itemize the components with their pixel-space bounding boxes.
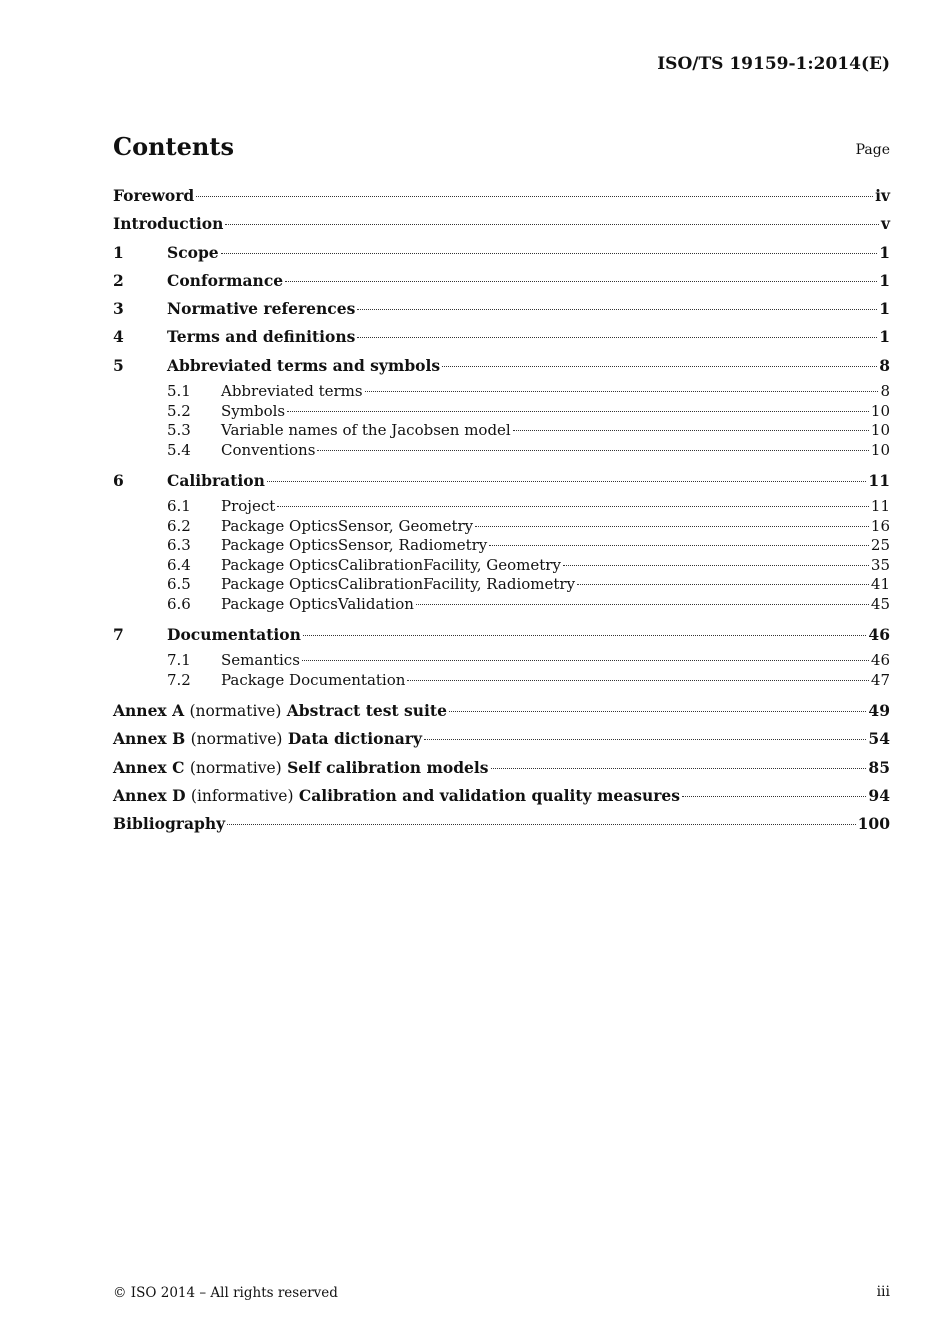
toc-entry-number: 6.2 <box>167 516 191 535</box>
toc-entry[interactable] <box>113 651 890 671</box>
toc-entry-label: Calibration <box>167 470 265 490</box>
toc-entry-page: 1 <box>879 299 890 319</box>
toc-entry-page: 49 <box>868 701 890 721</box>
toc-entry[interactable] <box>113 671 890 699</box>
annex-id: Annex C <box>113 757 185 777</box>
toc-entry-page: 35 <box>870 555 890 574</box>
toc-entry-page: 11 <box>868 470 890 490</box>
dot-leader <box>682 796 866 797</box>
toc-entry-label: Project <box>221 497 276 516</box>
dot-leader <box>196 196 873 197</box>
dot-leader <box>407 680 868 681</box>
toc-entry-label: Package OpticsValidation <box>221 594 414 613</box>
toc-entry-label: Self calibration models <box>287 757 489 777</box>
dot-leader <box>277 506 869 507</box>
toc-entry[interactable] <box>113 699 890 727</box>
toc-entry[interactable] <box>113 727 890 755</box>
toc-entry-number: 7 <box>113 624 124 644</box>
toc-entry-page: 10 <box>870 440 890 459</box>
toc-entry-label: Package OpticsSensor, Geometry <box>221 516 474 535</box>
dot-leader <box>563 565 869 566</box>
annex-qualifier: (normative) <box>189 702 282 721</box>
dot-leader <box>416 604 869 605</box>
toc-entry[interactable] <box>113 623 890 651</box>
toc-entry[interactable] <box>113 382 890 402</box>
toc-entry-number: 5 <box>113 355 124 375</box>
toc-entry-number: 6.6 <box>167 594 191 613</box>
toc-entry[interactable] <box>113 402 890 422</box>
toc-entry-page: 10 <box>870 421 890 440</box>
dot-leader <box>303 635 867 636</box>
toc-entry-label: Calibration and validation quality measures <box>298 785 681 805</box>
toc-entry-label: Documentation <box>167 624 301 644</box>
toc-entry-page: 11 <box>870 497 890 516</box>
document-id: ISO/TS 19159-1:2014(E) <box>657 54 890 74</box>
toc-entry[interactable] <box>113 184 890 212</box>
dot-leader <box>365 391 879 392</box>
toc-entry-label: Terms and definitions <box>167 327 356 347</box>
dot-leader <box>577 584 869 585</box>
toc-entry-number: 5.3 <box>167 421 191 440</box>
dot-leader <box>491 768 867 769</box>
toc-entry-number: 7.1 <box>167 651 191 670</box>
toc-entry-page: 8 <box>879 355 890 375</box>
toc-entry[interactable] <box>113 756 890 784</box>
dot-leader <box>227 824 856 825</box>
dot-leader <box>357 337 877 338</box>
annex-qualifier: (normative) <box>190 730 283 749</box>
toc-entry-number: 7.2 <box>167 670 191 689</box>
toc-entry[interactable] <box>113 241 890 269</box>
toc-entry-label: Package OpticsCalibrationFacility, Geometry <box>221 555 561 574</box>
toc-entry[interactable] <box>113 784 890 812</box>
toc-entry[interactable] <box>113 536 890 556</box>
dot-leader <box>317 450 869 451</box>
toc-entry-page: 8 <box>880 382 890 401</box>
copyright-notice: © ISO 2014 – All rights reserved <box>113 1285 338 1301</box>
toc-entry-page: 10 <box>870 401 890 420</box>
toc-entry[interactable] <box>113 212 890 240</box>
dot-leader <box>225 224 879 225</box>
toc-entry-number: 6.4 <box>167 555 191 574</box>
toc-entry[interactable] <box>113 517 890 537</box>
toc-entry-page: 41 <box>870 575 890 594</box>
toc-entry-page: iv <box>875 186 890 205</box>
toc-entry-label: Scope <box>167 242 219 262</box>
toc-entry-number: 6.3 <box>167 536 191 555</box>
annex-id: Annex B <box>113 729 186 749</box>
annex-id: Annex A <box>113 701 185 721</box>
toc-entry-label: Semantics <box>221 651 300 670</box>
toc-entry-number: 2 <box>113 270 124 290</box>
toc-entry-number: 4 <box>113 327 124 347</box>
toc-entry-page: 47 <box>870 670 890 689</box>
dot-leader <box>475 526 869 527</box>
table-of-contents <box>113 184 890 841</box>
toc-entry-page: 85 <box>868 757 890 777</box>
toc-entry-number: 1 <box>113 242 124 262</box>
dot-leader <box>442 366 877 367</box>
toc-entry-page: 94 <box>868 785 890 805</box>
toc-entry-label: Variable names of the Jacobsen model <box>221 421 511 440</box>
toc-entry-number: 6 <box>113 470 124 490</box>
toc-entry-number: 5.1 <box>167 382 191 401</box>
toc-entry[interactable] <box>113 575 890 595</box>
toc-entry[interactable] <box>113 497 890 517</box>
dot-leader <box>357 309 877 310</box>
toc-entry-page: v <box>880 214 890 234</box>
toc-entry-label: Package OpticsSensor, Radiometry <box>221 536 488 555</box>
dot-leader <box>267 481 867 482</box>
toc-entry-page: 1 <box>879 242 890 262</box>
dot-leader <box>285 281 877 282</box>
dot-leader <box>513 430 869 431</box>
toc-entry-number: 5.2 <box>167 401 191 420</box>
page-title: Contents <box>113 132 234 161</box>
toc-entry-page: 100 <box>857 814 890 834</box>
toc-entry-label: Foreword <box>113 186 195 205</box>
toc-entry-page: 46 <box>870 651 890 670</box>
toc-entry[interactable] <box>113 297 890 325</box>
toc-entry-label: Abbreviated terms <box>221 382 363 401</box>
toc-entry-number: 6.1 <box>167 497 191 516</box>
toc-entry-label: Data dictionary <box>287 729 422 749</box>
toc-entry-label: Package OpticsCalibrationFacility, Radiometry <box>221 575 576 594</box>
toc-entry[interactable] <box>113 421 890 441</box>
toc-entry-page: 16 <box>870 516 890 535</box>
dot-leader <box>287 411 869 412</box>
toc-entry[interactable] <box>113 354 890 382</box>
dot-leader <box>449 711 866 712</box>
toc-entry-label: Symbols <box>221 401 286 420</box>
dot-leader <box>489 545 869 546</box>
dot-leader <box>221 253 878 254</box>
toc-entry-label: Abbreviated terms and symbols <box>167 355 441 375</box>
toc-entry-label: Package Documentation <box>221 670 406 689</box>
toc-entry[interactable] <box>113 325 890 353</box>
page-number: iii <box>876 1284 890 1300</box>
toc-entry-page: 46 <box>868 624 890 644</box>
toc-entry-label: Normative references <box>167 299 356 319</box>
page-column-label: Page <box>855 142 890 158</box>
toc-entry-page: 1 <box>879 327 890 347</box>
toc-entry-label: Bibliography <box>113 814 226 834</box>
toc-entry-label: Introduction <box>113 214 224 234</box>
toc-entry[interactable] <box>113 556 890 576</box>
annex-qualifier: (normative) <box>189 758 282 777</box>
toc-entry[interactable] <box>113 812 890 840</box>
dot-leader <box>302 660 869 661</box>
toc-entry-label: Conventions <box>221 440 316 459</box>
toc-entry-page: 54 <box>868 729 890 749</box>
annex-id: Annex D <box>113 785 186 805</box>
toc-entry-number: 5.4 <box>167 440 191 459</box>
toc-entry-number: 3 <box>113 299 124 319</box>
toc-entry[interactable] <box>113 269 890 297</box>
toc-entry-page: 25 <box>870 536 890 555</box>
toc-entry-page: 1 <box>879 270 890 290</box>
annex-qualifier: (informative) <box>190 786 294 805</box>
toc-entry-page: 45 <box>870 594 890 613</box>
toc-entry[interactable] <box>113 441 890 469</box>
toc-entry[interactable] <box>113 469 890 497</box>
dot-leader <box>424 739 866 740</box>
toc-entry[interactable] <box>113 595 890 623</box>
toc-entry-number: 6.5 <box>167 575 191 594</box>
toc-entry-label: Abstract test suite <box>286 701 447 721</box>
toc-entry-label: Conformance <box>167 270 284 290</box>
